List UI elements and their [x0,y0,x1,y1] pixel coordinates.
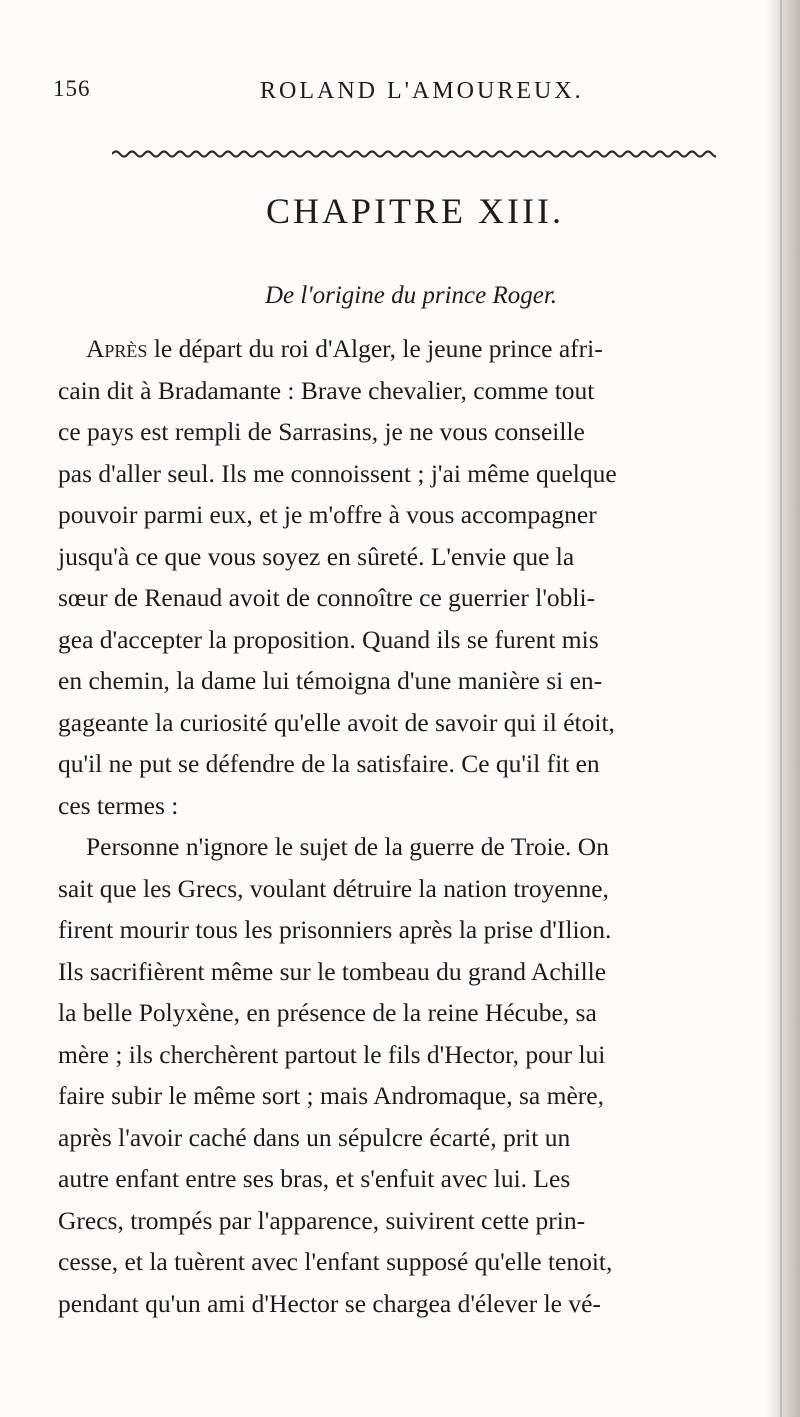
text-line: sait que les Grecs, voulant détruire la nation troyenne, [58,873,609,903]
text-line: cesse, et la tuèrent avec l'enfant supposé qu'elle tenoit, [58,1247,613,1276]
text-line: autre enfant entre ses bras, et s'enfuit avec lui. Les [58,1164,571,1193]
paragraph-1 [58,328,758,826]
chapter-subtitle: De l'origine du prince Roger. [264,282,558,309]
text-line: la belle Polyxène, en présence de la reine Hécube, sa [58,998,597,1027]
text-line: qu'il ne put se défendre de la satisfaire. Ce qu'il fit en [58,749,600,778]
chapter-title: CHAPITRE XIII. [266,191,564,231]
lead-word: Après [86,334,148,363]
running-head: ROLAND L'AMOUREUX. [260,78,584,104]
text-line: en chemin, la dame lui témoigna d'une manière si en- [58,666,603,695]
page-header [50,66,750,106]
text-line: firent mourir tous les prisonniers après la prise d'Ilion. [58,915,612,944]
text-line: ces termes : [58,790,179,820]
text-line: jusqu'à ce que vous soyez en sûreté. L'envie que la [58,541,575,571]
text-line: Personne n'ignore le sujet de la guerre de Troie. On [86,832,609,861]
decorative-rule [112,148,716,160]
text-line: pouvoir parmi eux, et je m'offre à vous accompagner [58,500,597,529]
text-line [58,328,758,370]
text-line-rest: le départ du roi d'Alger, le jeune prince afri- [147,334,603,363]
page-number: 156 [53,76,91,101]
text-line: pas d'aller seul. Ils me connoissent ; j'ai même quelque [58,458,617,488]
text-line: gageante la curiosité qu'elle avoit de savoir qui il étoit, [58,707,615,737]
text-line: gea d'accepter la proposition. Quand ils se furent mis [58,624,599,654]
paragraph-2 [58,826,758,1324]
text-line: ce pays est rempli de Sarrasins, je ne vous conseille [58,417,585,446]
text-line: pendant qu'un ami d'Hector se chargea d'élever le vé- [58,1288,601,1318]
text-line: cain dit à Bradamante : Brave chevalier, comme tout [58,375,595,405]
text-line: mère ; ils cherchèrent partout le fils d'Hector, pour lui [58,1039,606,1069]
body-text [58,328,758,1324]
text-line: après l'avoir caché dans un sépulcre écarté, prit un [58,1122,571,1152]
text-line: faire subir le même sort ; mais Andromaque, sa mère, [58,1081,604,1110]
text-line: Grecs, trompés par l'apparence, suivirent cette prin- [58,1205,586,1235]
text-line: Ils sacrifièrent même sur le tombeau du grand Achille [58,956,607,986]
text-line: sœur de Renaud avoit de connoître ce guerrier l'obli- [58,583,596,612]
